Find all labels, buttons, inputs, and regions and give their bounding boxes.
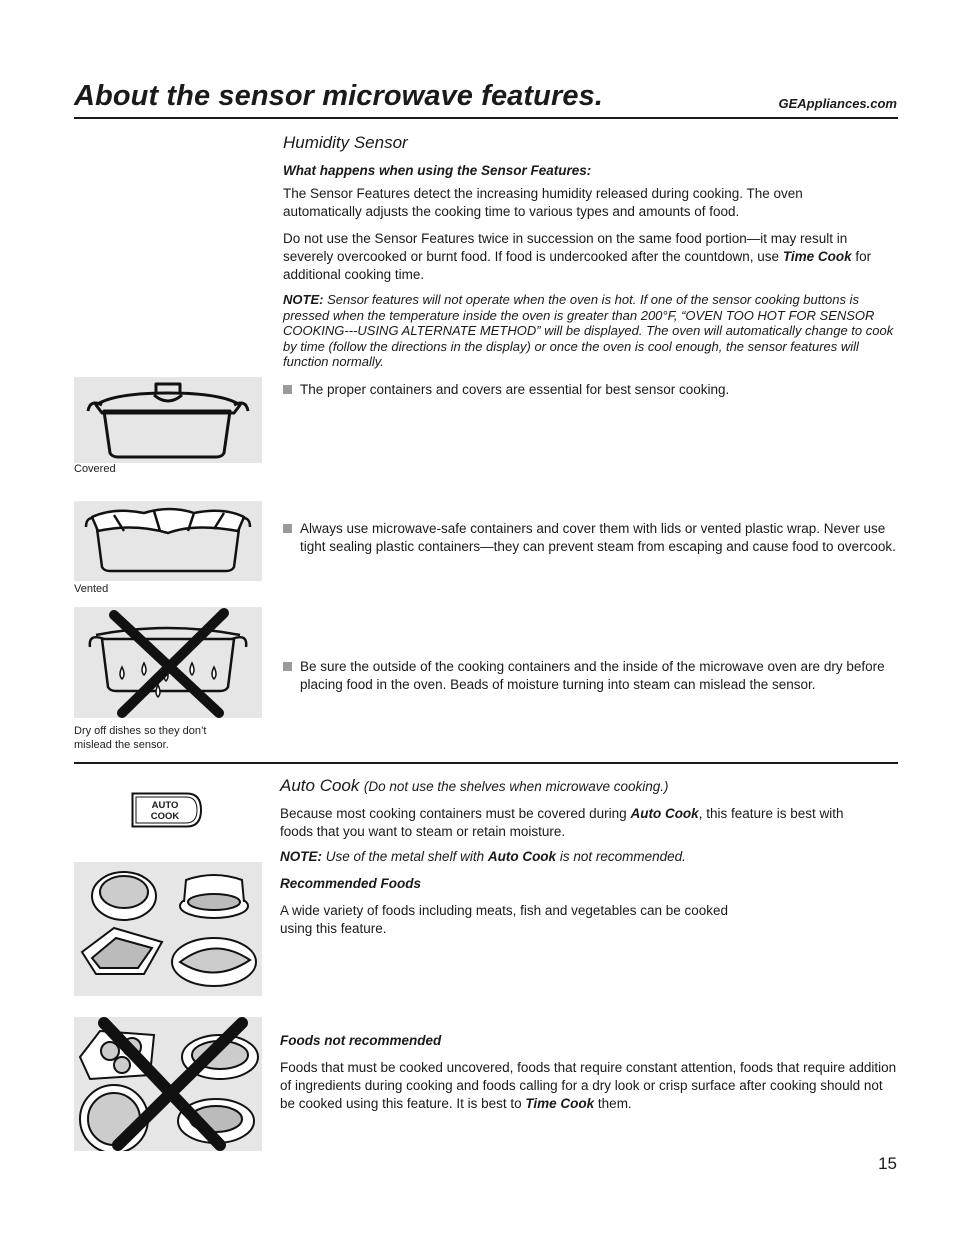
bullet-dry-containers [283,658,900,694]
p2-text-c: for additional cooking time. [283,249,872,282]
bullet-text-1: The proper containers and covers are essential for best sensor cooking. [300,382,730,397]
wet-dish-icon [74,607,262,718]
not-recommended-foods-illustration [74,1017,262,1151]
sensor-features-subheading: What happens when using the Sensor Features: [283,163,592,178]
caption-covered: Covered [74,463,116,475]
p2-text-a: Do not use the Sensor Features twice in succession on the same food portion—it may result in severely overcooked or burnt food. If food is undercooked after the countdown, use [283,231,848,264]
wet-dish-crossed-illustration [74,607,262,718]
ac-note-c: is not recommended. [556,849,686,864]
humidity-sensor-heading: Humidity Sensor [283,133,408,152]
nr-text-c: them. [594,1096,632,1111]
ac-note-label: NOTE: [280,849,322,864]
bullet-square-icon [283,385,292,394]
note-label: NOTE: [283,292,324,307]
bullet-containers [283,381,900,399]
ac-note-a: Use of the metal shelf with [322,849,488,864]
caption-vented: Vented [74,583,109,595]
humidity-paragraph-2 [283,230,895,284]
ac-text-a: Because most cooking containers must be covered during [280,806,631,821]
covered-dish-icon [74,377,262,463]
recommended-foods-text: A wide variety of foods including meats, fish and vegetables can be cooked using this feature. [280,903,729,936]
auto-cook-term: Auto Cook [630,806,699,821]
vented-dish-illustration [74,501,262,581]
auto-cook-button-illustration [131,792,203,828]
key-label-line-2: COOK [150,811,180,822]
auto-cook-paragraph [280,805,880,841]
foods-not-recommended-heading: Foods not recommended [280,1033,442,1048]
vented-dish-icon [74,501,262,581]
auto-cook-key-label [139,800,191,822]
recommended-foods-heading: Recommended Foods [280,876,422,891]
page-number: 15 [878,1154,897,1173]
bullet-text-3: Be sure the outside of the cooking containers and the inside of the microwave oven are dry before placing food in the oven. Beads of moisture turning into steam can mislead the sensor. [300,659,885,692]
bullet-square-icon [283,524,292,533]
section-divider [74,762,898,764]
recommended-foods-illustration [74,862,262,996]
key-label-line-1: AUTO [151,800,179,811]
food-dishes-icon [74,862,262,996]
website-label: GEAppliances.com [778,96,897,111]
header-divider [74,117,898,119]
foods-not-recommended-text [280,1059,900,1113]
auto-cook-note [280,849,880,865]
covered-dish-illustration [74,377,262,463]
ac-note-term: Auto Cook [487,849,557,864]
time-cook-term-2: Time Cook [525,1096,595,1111]
crossed-food-dishes-icon [74,1017,262,1151]
bullet-microwave-safe [283,520,900,556]
auto-cook-heading-row [280,776,669,796]
bullet-square-icon [283,662,292,671]
nr-text-a: Foods that must be cooked uncovered, foods that require constant attention, foods that require addition of ingredients during cooking and foods calling for a dry look or crisp surface after cooking should not be cooked using this feature. It is best to [280,1060,897,1111]
time-cook-term: Time Cook [782,249,852,264]
humidity-note [283,292,895,370]
page-title: About the sensor microwave features. [74,80,603,112]
note-text: Sensor features will not operate when the oven is hot. If one of the sensor cooking buttons is pressed when the temperature inside the oven is greater than 200°F, “OVEN TOO HOT FOR SENSOR COOKING---USING ALTERNATE METHOD” will be displayed. The oven will automatically change to cook by time (follow the directions in the display) or once the oven is cool enough, the sensor features will function normally. [283,292,894,370]
auto-cook-heading: Auto Cook [280,776,360,795]
auto-cook-heading-note: (Do not use the shelves when microwave cooking.) [363,779,669,794]
ac-text-c: , this feature is best with foods that you want to steam or retain moisture. [280,806,844,839]
humidity-paragraph-1: The Sensor Features detect the increasing humidity released during cooking. The oven automatically adjusts the cooking time to various types and amounts of food. [283,186,803,219]
caption-dry-dishes: Dry off dishes so they don’t mislead the sensor. [74,725,207,751]
bullet-text-2: Always use microwave-safe containers and cover them with lids or vented plastic wrap. Never use tight sealing plastic containers—they can prevent steam from escaping and cause food to overcook. [300,521,896,554]
